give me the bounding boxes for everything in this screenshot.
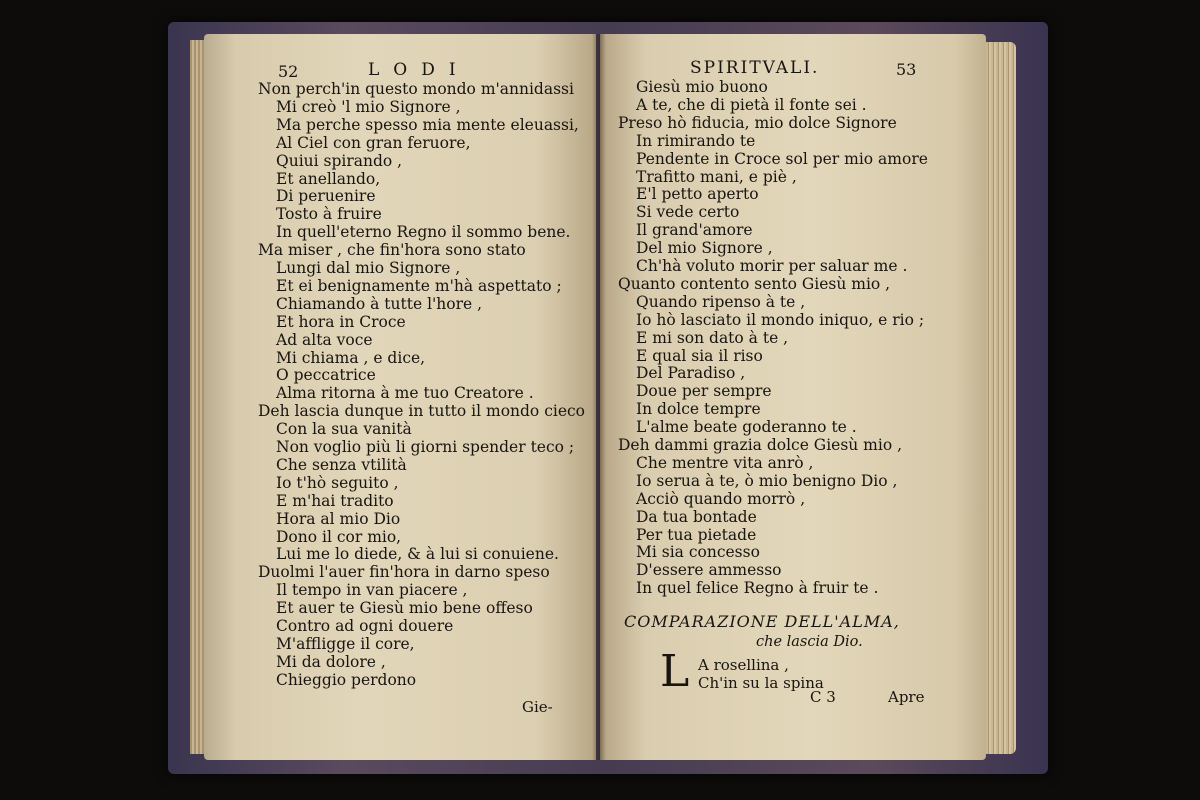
text-line: Deh dammi grazia dolce Giesù mio ,	[618, 436, 903, 454]
text-line: Chiamando à tutte l'hore ,	[276, 294, 483, 313]
text-line: Ch'hà voluto morir per saluar me .	[636, 257, 908, 275]
text-line: A te, che di pietà il fonte sei .	[636, 95, 867, 114]
text-line: Doue per sempre	[636, 382, 772, 401]
page-number-left: 52	[278, 62, 299, 81]
text-line: Trafitto mani, e piè ,	[636, 167, 797, 186]
text-line: Da tua bontade	[636, 507, 757, 526]
catchword-right: Apre	[888, 688, 925, 706]
text-line: E mi son dato à te ,	[636, 328, 789, 347]
text-line: Del Paradiso ,	[636, 364, 746, 383]
text-line: Mi sia concesso	[636, 543, 760, 562]
text-line: Lungi dal mio Signore ,	[276, 259, 461, 277]
text-line: Io t'hò seguito ,	[276, 473, 399, 492]
catchword-left: Gie-	[522, 698, 553, 716]
text-line: Non perch'in questo mondo m'annidassi	[258, 80, 574, 98]
left-page-text	[204, 34, 596, 760]
text-line: Pendente in Croce sol per mio amore	[636, 149, 928, 168]
text-line: Et hora in Croce	[276, 312, 406, 331]
text-line: Quando ripenso à te ,	[636, 292, 806, 311]
poem-line-1: A rosellina ,	[698, 656, 789, 674]
text-line: In quell'eterno Regno il sommo bene.	[276, 223, 571, 242]
text-line: Duolmi l'auer fin'hora in darno speso	[258, 563, 550, 582]
text-line: Alma ritorna à me tuo Creatore .	[276, 384, 534, 403]
text-line: E'l petto aperto	[636, 185, 759, 204]
text-line: D'essere ammesso	[636, 561, 782, 580]
text-line: O peccatrice	[276, 366, 376, 385]
section-title: COMPARAZIONE DELL'ALMA,	[624, 612, 900, 631]
text-line: Non voglio più li giorni spender teco ;	[276, 438, 575, 456]
text-line: Del mio Signore ,	[636, 239, 773, 258]
right-page	[600, 34, 986, 760]
text-line: In rimirando te	[636, 131, 756, 150]
right-page-text	[600, 34, 986, 760]
text-line: Dono il cor mio,	[276, 527, 402, 546]
text-line: Si vede certo	[636, 203, 740, 222]
text-line: Di peruenire	[276, 187, 376, 206]
text-line: Per tua pietade	[636, 525, 757, 544]
text-line: M'affligge il core,	[276, 634, 415, 653]
text-line: Acciò quando morrò ,	[636, 489, 806, 508]
text-line: Il tempo in van piacere ,	[276, 581, 468, 600]
text-line: In dolce tempre	[636, 400, 761, 419]
text-line: Ma miser , che fin'hora sono stato	[258, 241, 526, 260]
text-line: Ma perche spesso mia mente eleuassi,	[276, 115, 579, 134]
text-line: Con la sua vanità	[276, 420, 412, 439]
text-line: Al Ciel con gran feruore,	[276, 133, 471, 152]
right-page-edges	[986, 42, 1016, 754]
text-line: Et auer te Giesù mio bene offeso	[276, 599, 533, 618]
text-line: E qual sia il riso	[636, 346, 763, 365]
text-line: Et anellando,	[276, 169, 381, 188]
text-line: Tosto à fruire	[276, 205, 382, 224]
text-line: Quanto contento sento Giesù mio ,	[618, 274, 891, 293]
text-line: Io serua à te, ò mio benigno Dio ,	[636, 471, 898, 490]
left-page	[204, 34, 596, 760]
text-line: Contro ad ogni douere	[276, 617, 454, 635]
text-line: Mi chiama , e dice,	[276, 348, 426, 367]
text-line: Lui me lo diede, & à lui si conuiene.	[276, 545, 559, 564]
text-line: Quiui spirando ,	[276, 151, 403, 170]
text-line: Preso hò fiducia, mio dolce Signore	[618, 113, 897, 132]
running-head-left: LODI	[368, 60, 470, 80]
text-line: In quel felice Regno à fruir te .	[636, 579, 879, 598]
text-line: Che senza vtilità	[276, 455, 407, 474]
text-line: Chieggio perdono	[276, 670, 417, 689]
text-line: Che mentre vita anrò ,	[636, 453, 814, 472]
running-head-right: SPIRITVALI.	[690, 58, 820, 78]
text-line: Il grand'amore	[636, 221, 753, 240]
page-number-right: 53	[896, 60, 917, 79]
text-line: Hora al mio Dio	[276, 509, 401, 528]
text-line: Mi creò 'l mio Signore ,	[276, 97, 461, 116]
signature-mark: C 3	[810, 688, 836, 706]
text-line: E m'hai tradito	[276, 491, 394, 510]
text-line: L'alme beate goderanno te .	[636, 418, 857, 437]
text-line: Et ei benignamente m'hà aspettato ;	[276, 276, 562, 295]
poem-line-2: Ch'in su la spina	[698, 674, 824, 692]
drop-cap: L	[660, 646, 690, 697]
text-line: Giesù mio buono	[636, 78, 768, 96]
text-line: Io hò lasciato il mondo iniquo, e rio ;	[636, 310, 925, 329]
text-line: Ad alta voce	[276, 330, 373, 349]
section-subtitle: che lascia Dio.	[756, 634, 863, 650]
book-gutter	[592, 34, 606, 760]
text-line: Deh lascia dunque in tutto il mondo cieco	[258, 402, 586, 421]
text-line: Mi da dolore ,	[276, 652, 386, 671]
